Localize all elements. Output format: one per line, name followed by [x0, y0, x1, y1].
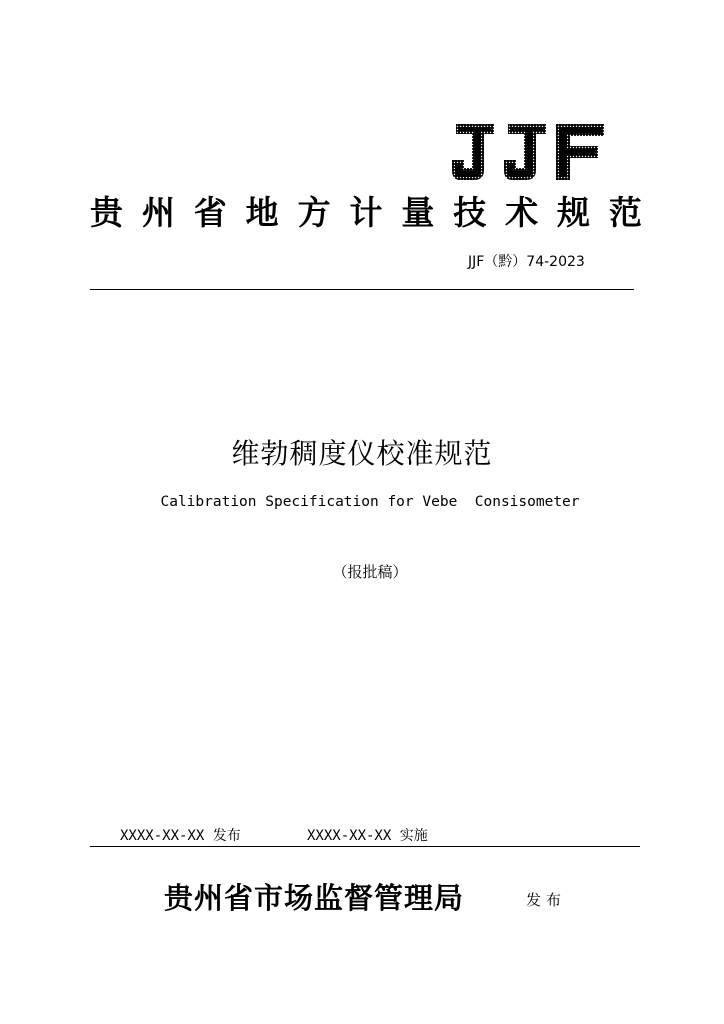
org-title-char: 范: [608, 193, 642, 232]
org-title-char: 术: [505, 193, 539, 232]
org-title-char: 地: [245, 193, 279, 232]
logo-letter-f: [556, 124, 604, 180]
jjf-logo: [450, 122, 606, 184]
publish-date: XXXX-XX-XX 发布: [120, 828, 241, 844]
org-title-char: 贵: [90, 193, 123, 232]
document-title: 维勃稠度仪校准规范: [231, 437, 493, 470]
org-title-char: 技: [453, 193, 487, 232]
document-code: JJF（黔）74-2023: [468, 254, 585, 270]
draft-status: （报批稿）: [332, 563, 408, 581]
implement-date: XXXX-XX-XX 实施: [307, 828, 428, 844]
header-divider: [90, 289, 634, 290]
org-title-char: 方: [297, 193, 331, 232]
org-title-char: 计: [349, 193, 383, 232]
logo-letter-j2: [504, 124, 546, 180]
org-title: [90, 193, 642, 233]
org-title-char: 规: [557, 193, 591, 232]
org-title-char: 量: [401, 193, 435, 232]
footer-divider: [90, 846, 640, 847]
document-title-english: Calibration Specification for Vebe Consisometer: [160, 494, 580, 510]
publisher-name: 贵州省市场监督管理局: [164, 881, 465, 915]
publisher-suffix: 发布: [526, 891, 567, 909]
logo-letter-j1: [452, 124, 494, 180]
org-title-char: 省: [193, 193, 227, 232]
org-title-char: 州: [141, 193, 175, 232]
